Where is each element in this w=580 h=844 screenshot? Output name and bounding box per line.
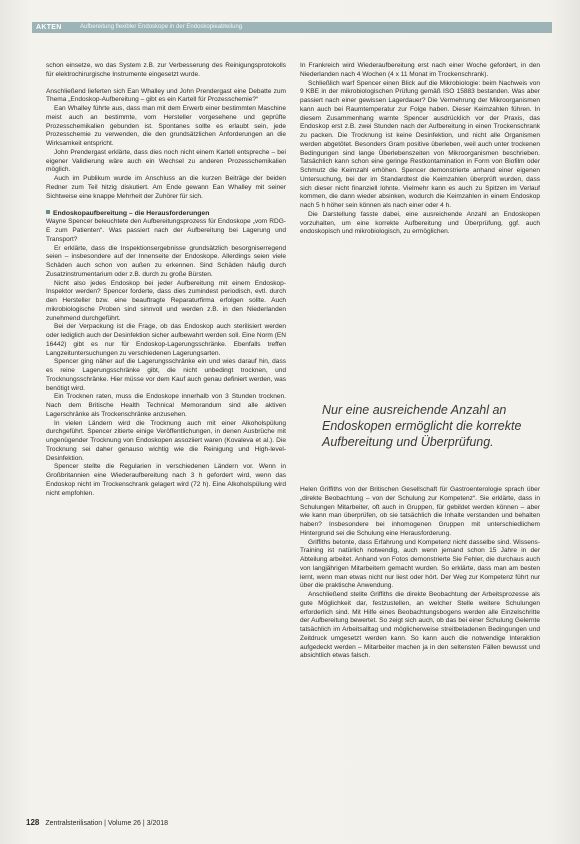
right-column-top — [300, 62, 540, 237]
pull-quote: Nur eine ausreichende Anzahl an Endoskopen ermöglicht die korrekte Aufbereitung und Überprüfung. — [322, 403, 522, 449]
left-column — [46, 62, 286, 498]
paragraph: Spencer stellte die Regularien in verschiedenen Ländern vor. Wenn in Großbritannien eine Wiederaufbereitung nach 3 h gefordert wird, wenn das Endoskop nicht im Trockenschrank gelagert wird (72 h). Eine Alkoholspülung wird nicht empfohlen. — [46, 463, 286, 497]
running-header — [32, 22, 552, 33]
paragraph: Bei der Verpackung ist die Frage, ob das Endoskop auch sterilisiert werden oder lediglich auch der Desinfektion sicher aufbewahrt werden soll. Eine Norm (EN 16442) gibt es nur für Endoskop-Lagerungsschränke. Ebenfalls treffen Langzeituntersuchungen zu verschiedenen Lagerungsarten. — [46, 323, 286, 357]
right-column-bottom — [300, 486, 540, 661]
square-bullet-icon — [46, 210, 50, 214]
paragraph: Die Darstellung fasste dabei, eine ausreichende Anzahl an Endoskopen vorzuhalten, um eine korrekte Aufbereitung und Überprüfung, ggf. auch endoskopisch und mikrobiologisch, zu ermöglichen. — [300, 210, 540, 236]
page-number: 128 — [26, 818, 40, 827]
paragraph: John Prendergast erklärte, dass dies noch nicht einem Kartell entspreche – bei eigener Validierung wäre auch ein Wechsel zu anderen Prozesschemikalien möglich. — [46, 148, 286, 174]
journal-citation: Zentralsterilisation | Volume 26 | 3/2018 — [45, 820, 169, 827]
paragraph: In Frankreich wird Wiederaufbereitung erst nach einer Woche gefordert, in den Niederlanden nach 4 Wochen (4 x 11 Monat im Trockenschrank). — [300, 62, 540, 78]
paragraph: Helen Griffiths von der Britischen Gesellschaft für Gastroenterologie sprach über „direkte Beobachtung – von der Schulung zur Kompetenz“. Sie erklärte, dass in Schulungen Mitarbeiter, oft auch in Gruppen, für gebildet werden können – aber wie kann man überprüfen, ob sie tatsächlich die Inhalte verstanden und behalten haben? Insbesondere bei inhomogenen Gruppen mit unterschiedlichem Hintergrund sei die Schulung eine Herausforderung. — [300, 486, 540, 537]
paragraph: Spencer ging näher auf die Lagerungsschränke ein und wies darauf hin, dass es reine Lagerungsschränke gibt, die nicht unbedingt trocknen, und Trocknungsschränke. Hier müsse vor dem Kauf auch genau definiert werden, was benötigt wird. — [46, 358, 286, 392]
subheading-text: Endoskopaufbereitung – die Herausforderungen — [53, 210, 210, 218]
page-footer — [26, 818, 168, 827]
paragraph: Anschließend stellte Griffiths die direkte Beobachtung der Arbeitsprozesse als gute Möglichkeit dar, festzustellen, an welcher Stelle weitere Schulungen erforderlich sind. Mit Hilfe eines Beobachtungsbogens werden alle Einzelschritte der Aufbereitung bewertet. So zeigt sich auch, ob das bei einer Schulung Gelernte tatsächlich im Arbeitsalltag und möglicherweise streitbeladenen Bedingungen und Zeitdruck umgesetzt werden kann. So kann auch die notwendige Interaktion aufgedeckt werden – Mitarbeiter machen ja in den seltensten Fällen bewusst und absichtlich etwas falsch. — [300, 591, 540, 660]
paragraph: Ean Whalley führte aus, dass man mit dem Erwerb einer bestimmten Maschine meist auch an bestimmte, vom Hersteller vorgesehene und geprüfte Prozesschemikalien gebunden ist. Spontanes sollte es erlaubt sein, jede Prozesschemie zu verwenden, die den grundsätzlichen Anforderungen an die Wirksamkeit entspricht. — [46, 105, 286, 147]
paragraph: Auch im Publikum wurde im Anschluss an die kurzen Beiträge der beiden Redner zum Teil hitzig diskutiert. Am Ende gewann Ean Whalley mit seiner Sichtweise eine knappe Mehrheit der Zuhörer für sich. — [46, 175, 286, 200]
section-tag: AKTEN — [36, 24, 62, 31]
paragraph: Ein Trocknen raten, muss die Endoskope innerhalb von 3 Stunden trocknen. Nach dem Britische Health Technical Memorandum sind alle aktiven Lagerschränke als Trockenschränke anzusehen. — [46, 393, 286, 418]
paragraph: schon einsetze, wo das System z.B. zur Verbesserung des Reinigungsprotokolls für elektrochirurgische Instrumente eingesetzt wurde. — [46, 62, 286, 78]
paragraph: Anschließend lieferten sich Ean Whalley und John Prendergast eine Debatte zum Thema „Endoskop-Aufbereitung – gibt es ein Kartell für Prozesschemie?“ — [46, 87, 286, 104]
paragraph: Griffiths betonte, dass Erfahrung und Kompetenz nicht dasselbe sind. Wissens-Training ist natürlich notwendig, auch wenn jemand schon 15 Jahre in der Abteilung arbeitet. Anhand von Fotos demonstrierte Sie Fehler, die durchaus auch von langjährigen Mitarbeitern gemacht wurden. So erklärte, dass man am besten lernt, wenn man etwas nicht nur liest oder hört. Der Weg zur Kompetenz führt nur über die praktische Anwendung. — [300, 538, 540, 590]
running-title: Aufbereitung flexibler Endoskope in der Endoskopieabteilung — [80, 24, 243, 30]
paragraph: Wayne Spencer beleuchtete den Aufbereitungsprozess für Endoskope „vom RDG-E zum Patienten“. Was passiert nach der Aufbereitung bei Lagerung und Transport? — [46, 218, 286, 243]
paragraph: Nicht also jedes Endoskop bei jeder Aufbereitung mit einem Endoskop-Inspektor werden? Spencer forderte, dass dies zumindest periodisch, evtl. durch den Hersteller bzw. eine beauftragte Reparaturfirma erfolgen sollte. Auch mikrobiologische Proben sind sinnvoll und werden z.B. in den Niederlanden zunehmend durchgeführt. — [46, 279, 286, 322]
paragraph: In vielen Ländern wird die Trocknung auch mit einer Alkoholspülung durchgeführt. Spencer zitierte einige Veröffentlichungen, in denen Ausbrüche mit ungenügender Trocknung von Endoskopen assoziiert waren (Kovaleva et al.). Die Trocknung sei daher genauso wichtig wie die Reinigung und High-level-Desinfektion. — [46, 419, 286, 462]
section-subheading — [46, 209, 286, 218]
paragraph: Schließlich warf Spencer einen Blick auf die Mikrobiologie: beim Nachweis von 9 KBE in der mikrobiologischen Prüfung gemäß ISO 15883 bestanden. Was aber passiert nach einer gewissen Lagerdauer? Die Vermehrung der Mikroorganismen kann auch bei Raumtemperatur zur Folge haben. Dieser Keimzahlen führen. In diesem Zusammenhang warnte Spencer ausdrücklich vor der Praxis, das Endoskop erst z.B. zwei Stunden nach der Aufbereitung in einen Trockenschrank zu packen. Die Trocknung ist keine Desinfektion, und nicht alle Organismen werden abgetötet. Besonders Gram positive überleben, weil auch unter trockenen Bedingungen sind lange Überlebenszeiten von Mikroorganismen beschrieben. Tatsächlich kann schon eine geringe Restkontamination in Form von Biofilm oder Schmutz die Keimzahl erhöhen. Spencer demonstrierte anhand einer eigenen Untersuchung, bei der im Standardtest die Keimzahlen überprüft wurden, dass sich dieser nicht finanziell lohnte. Vielmehr kann es auch zu Spitzen im Verlauf kommen, die dann wieder absinken, wodurch die Keimzahlen in einem Endoskop nach 5 h höher sein können als nach einer oder 4 h. — [300, 79, 540, 209]
paragraph: Er erklärte, dass die Inspektionsergebnisse grundsätzlich besorgniserregend seien – insbesondere auf der Innenseite der Endoskope. Allerdings seien viele Schäden auch schon von außen zu erkennen. Sind Schäden häufig durch Zusatzinstrumentarium oder z.B. durch zu große Bürsten. — [46, 244, 286, 278]
